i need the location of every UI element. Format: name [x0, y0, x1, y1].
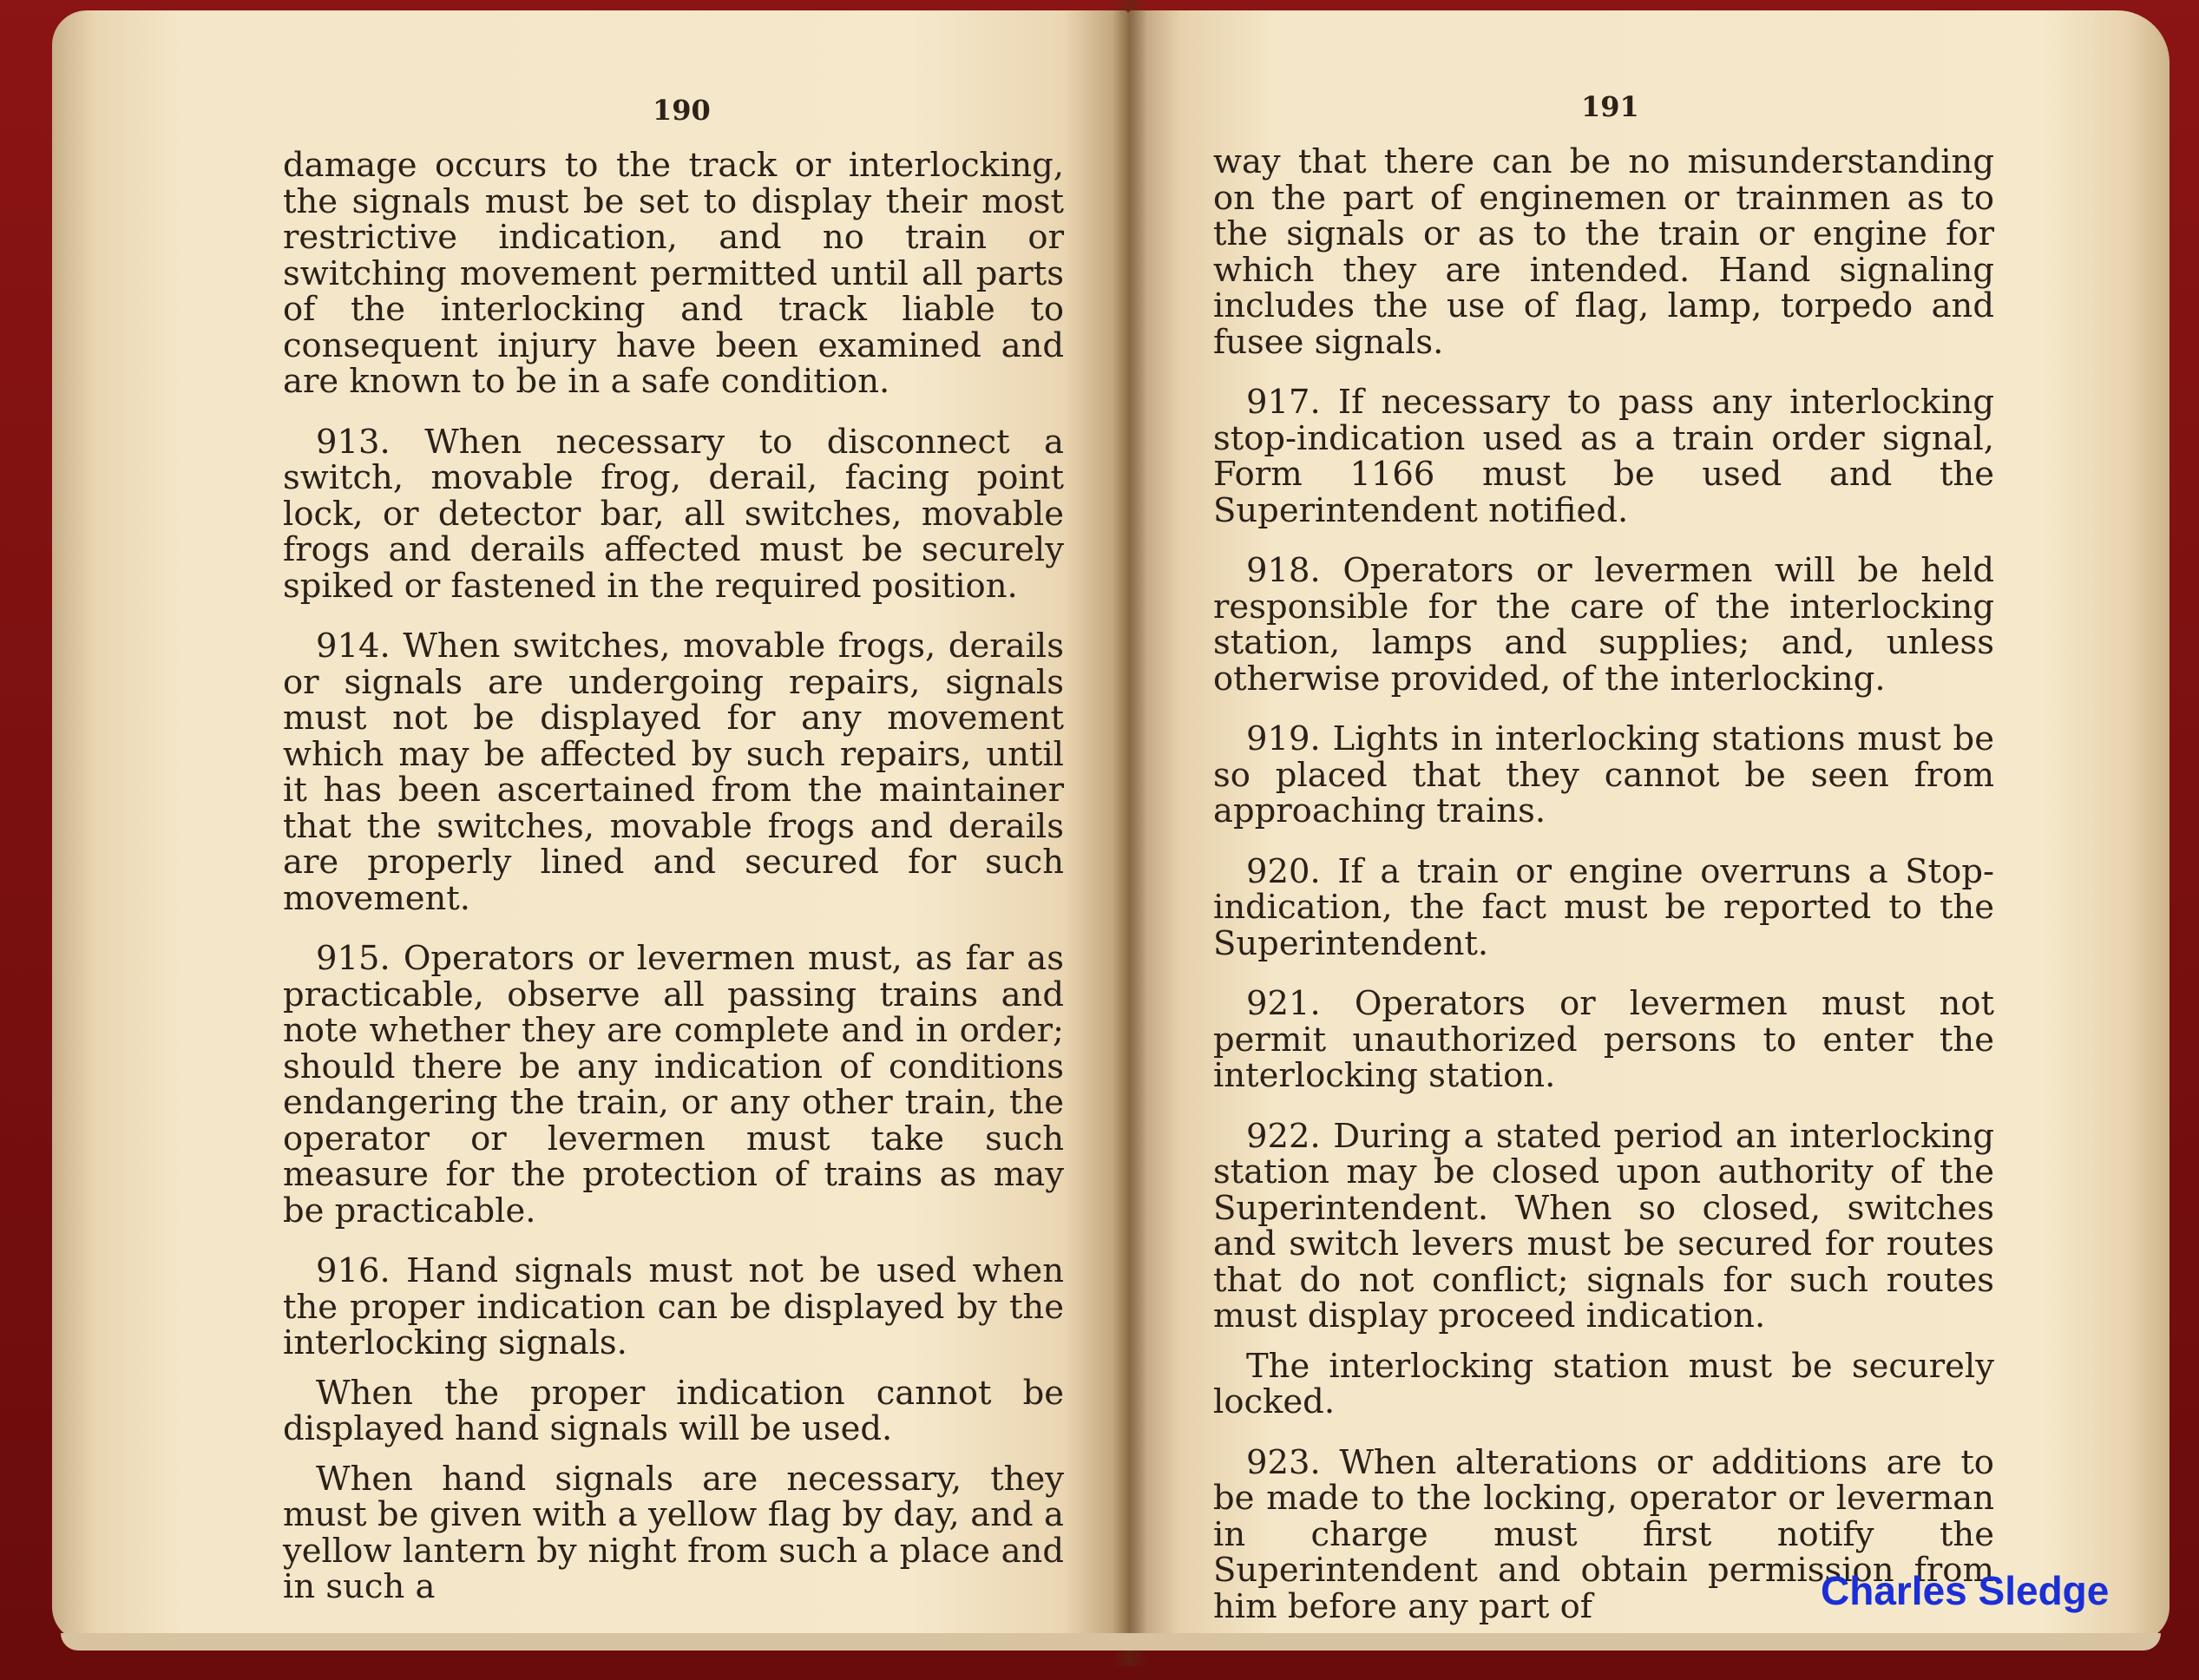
rule-number: 917. [1246, 383, 1321, 422]
rule-number: 913. [316, 422, 391, 462]
rule-number: 920. [1246, 851, 1321, 891]
rule-number: 916. [316, 1251, 391, 1290]
rule-number: 915. [316, 939, 391, 978]
paragraph-921: 921. Operators or levermen must not permit unauthorized persons to enter the interlocking station. [1213, 984, 1994, 1095]
paragraph-914: 914. When switches, movable frogs, derails or signals are undergoing repairs, signals must not be displayed for any movement which may be affected by such repairs, until it has been ascertained from the maintainer that the switches, movable frogs and derails are properly lined and secured for such movement. [283, 627, 1065, 918]
paragraph-913: 913. When necessary to disconnect a switch, movable frog, derail, facing point lock, or detector bar, all switches, movable frogs and derails affected must be securely spiked or fastened in the required position. [283, 422, 1064, 606]
right-page-number: 191 [1581, 90, 1639, 123]
paragraph: The interlocking station must be securely locked. [1213, 1346, 1994, 1421]
paragraph: When hand signals are necessary, they must be given with a yellow flag by day, and a yellow lantern by night from such a place and in such a [283, 1459, 1064, 1606]
rule-number: 918. [1246, 551, 1321, 590]
rule-number: 919. [1246, 719, 1321, 758]
rule-number: 923. [1246, 1442, 1321, 1482]
rule-number: 921. [1246, 984, 1321, 1023]
rule-number: 922. [1246, 1116, 1321, 1156]
paragraph: damage occurs to the track or interlocking, the signals must be set to display their most restrictive indication, and no train or switching movement permitted until all parts of the interlocking and track liable to consequent injury have been examined and are known to be in a safe condition. [283, 146, 1064, 401]
left-page-text [283, 148, 1064, 1619]
paragraph-917: 917. If necessary to pass any interlocking stop-indication used as a train order signal, Form 1166 must be used and the Superintendent notified. [1213, 383, 1994, 530]
left-page-number: 190 [653, 94, 711, 127]
paragraph-920: 920. If a train or engine overruns a Stop-indication, the fact must be reported to the Superintendent. [1213, 851, 1994, 963]
paragraph-915: 915. Operators or levermen must, as far as practicable, observe all passing trains and note whether they are complete and in order; should there be any indication of conditions endangering the train, or any other train, the operator or levermen must take such measure for the protection of trains as may be practicable. [283, 939, 1064, 1230]
right-page-text [1213, 144, 1994, 1649]
paragraph: When the proper indication cannot be displayed hand signals will be used. [283, 1373, 1064, 1448]
watermark: Charles Sledge [1821, 1568, 2110, 1613]
rule-number: 914. [316, 627, 391, 666]
paragraph-916: 916. Hand signals must not be used when the proper indication can be displayed by the interlocking signals. [283, 1251, 1064, 1362]
paragraph-922: 922. During a stated period an interlocking station may be closed upon authority of the Superintendent. When so closed, switches and switch levers must be secured for routes that do not conflict; signals for such routes must display proceed indication. [1213, 1116, 1994, 1335]
paragraph-918: 918. Operators or levermen will be held responsible for the care of the interlocking station, lamps and supplies; and, unless otherwise provided, of the interlocking. [1213, 551, 1994, 699]
book-gutter [1113, 0, 1147, 1666]
paragraph: way that there can be no misunderstanding on the part of enginemen or trainmen as to the signals or as to the train or engine for which they are intended. Hand signaling includes the use of flag, lamp, torpedo and fusee signals. [1213, 142, 1994, 362]
paragraph-923: 923. When alterations or additions are to be made to the locking, operator or leverman in charge must first notify the Superintendent and obtain permission from him before any part of [1213, 1442, 1994, 1626]
paragraph-919: 919. Lights in interlocking stations must be so placed that they cannot be seen from approaching trains. [1213, 719, 1994, 830]
